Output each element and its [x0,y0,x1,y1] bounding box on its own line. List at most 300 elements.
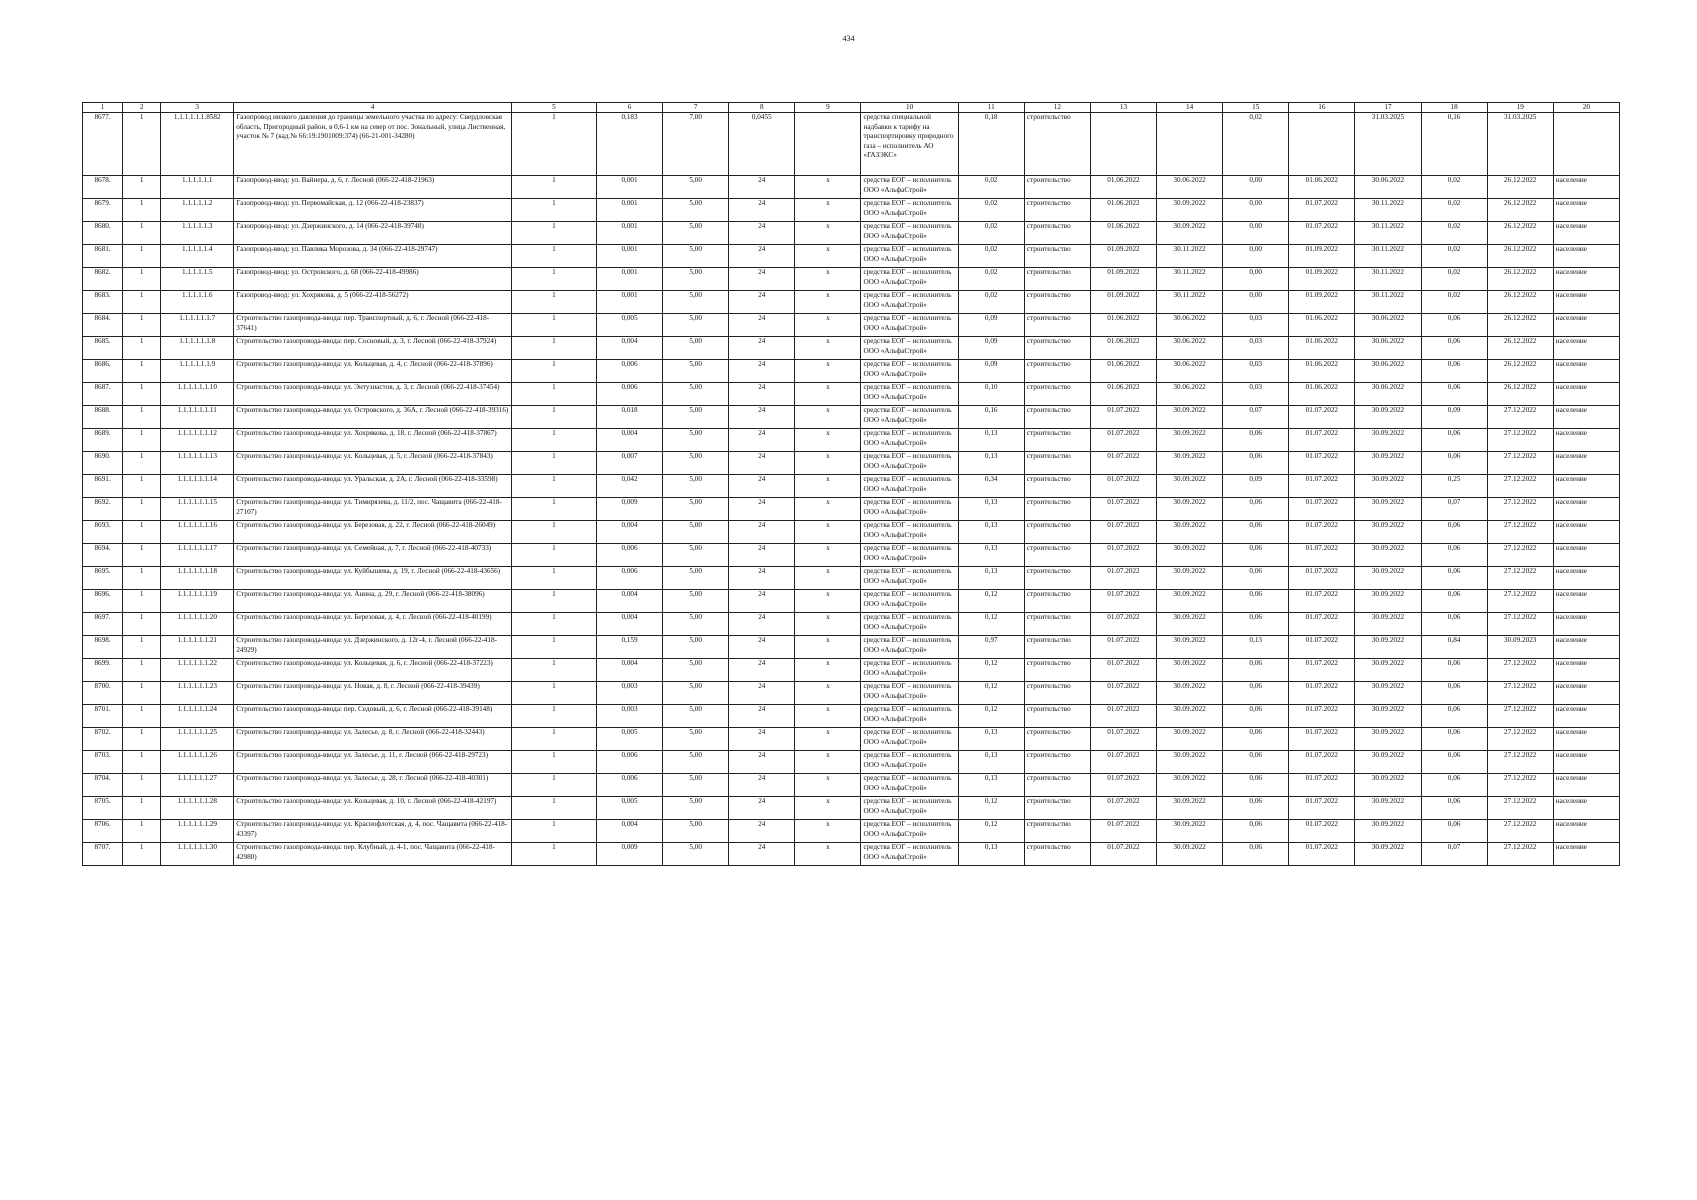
col7-cell: 5,00 [663,774,729,797]
col14-cell: 30.09.2022 [1157,774,1223,797]
col17-cell: 30.06.2022 [1355,383,1421,406]
col18-cell: 0,25 [1421,475,1487,498]
col16-cell: 01.07.2022 [1289,406,1355,429]
category-cell: население [1553,843,1619,866]
page-number: 434 [842,34,855,43]
funding-source-cell: средства ЕОГ – исполнитель ООО «АльфаСтрой» [861,751,958,774]
category-cell: население [1553,406,1619,429]
column-header: 20 [1553,103,1619,113]
col2-cell: 1 [123,659,161,682]
col13-cell: 01.06.2022 [1090,199,1156,222]
col16-cell: 01.07.2022 [1289,222,1355,245]
col2-cell: 1 [123,199,161,222]
table-row [83,636,1620,659]
col5-cell: 1 [511,383,596,406]
table-row [83,820,1620,843]
col9-cell: х [795,636,861,659]
description-cell: Газопровод-ввод: ул. Хохрякова, д. 5 (066-22-418-56272) [234,291,512,314]
col13-cell: 01.07.2022 [1090,590,1156,613]
col8-cell: 24 [729,337,795,360]
col2-cell: 1 [123,291,161,314]
col13-cell: 01.07.2022 [1090,406,1156,429]
work-type-cell: строительство [1024,797,1090,820]
col6-cell: 0,006 [596,774,662,797]
col5-cell: 1 [511,245,596,268]
work-type-cell: строительство [1024,544,1090,567]
category-cell: население [1553,659,1619,682]
category-cell: население [1553,429,1619,452]
col14-cell: 30.09.2022 [1157,429,1223,452]
column-header: 6 [596,103,662,113]
col17-cell: 30.09.2022 [1355,797,1421,820]
col2-cell: 1 [123,268,161,291]
col13-cell: 01.06.2022 [1090,176,1156,199]
col17-cell: 30.09.2022 [1355,613,1421,636]
col19-cell: 27.12.2022 [1487,475,1553,498]
code-cell: 1.1.1.1.1.3 [161,222,234,245]
col15-cell: 0,02 [1223,113,1289,176]
col14-cell: 30.09.2022 [1157,820,1223,843]
col18-cell: 0,06 [1421,774,1487,797]
col11-cell: 0,13 [958,452,1024,475]
col18-cell: 0,07 [1421,498,1487,521]
col18-cell: 0,02 [1421,291,1487,314]
table-row [83,751,1620,774]
row-number-cell: 8683. [83,291,123,314]
table-row [83,406,1620,429]
col17-cell: 30.06.2022 [1355,176,1421,199]
col17-cell: 30.09.2022 [1355,659,1421,682]
col16-cell: 01.06.2022 [1289,176,1355,199]
col5-cell: 1 [511,222,596,245]
column-header: 3 [161,103,234,113]
col16-cell: 01.06.2022 [1289,383,1355,406]
col19-cell: 27.12.2022 [1487,751,1553,774]
col17-cell: 30.09.2022 [1355,728,1421,751]
col6-cell: 0,001 [596,176,662,199]
col16-cell: 01.07.2022 [1289,843,1355,866]
work-type-cell: строительство [1024,268,1090,291]
col5-cell: 1 [511,705,596,728]
col9-cell: х [795,797,861,820]
col18-cell: 0,16 [1421,113,1487,176]
column-header: 4 [234,103,512,113]
col6-cell: 0,004 [596,521,662,544]
table-row [83,728,1620,751]
col2-cell: 1 [123,452,161,475]
col9-cell: х [795,245,861,268]
row-number-cell: 8707. [83,843,123,866]
col14-cell [1157,113,1223,176]
column-header: 5 [511,103,596,113]
col11-cell: 0,97 [958,636,1024,659]
col16-cell: 01.06.2022 [1289,337,1355,360]
code-cell: 1.1.1.1.1.1.11 [161,406,234,429]
col6-cell: 0,004 [596,820,662,843]
code-cell: 1.1.1.1.1.1.8 [161,337,234,360]
col19-cell: 27.12.2022 [1487,820,1553,843]
col14-cell: 30.11.2022 [1157,291,1223,314]
col7-cell: 5,00 [663,682,729,705]
col5-cell: 1 [511,199,596,222]
col11-cell: 0,13 [958,843,1024,866]
work-type-cell: строительство [1024,113,1090,176]
col18-cell: 0,06 [1421,521,1487,544]
col17-cell: 30.09.2022 [1355,820,1421,843]
col7-cell: 5,00 [663,268,729,291]
col15-cell: 0,00 [1223,268,1289,291]
col14-cell: 30.06.2022 [1157,360,1223,383]
funding-source-cell: средства ЕОГ – исполнитель ООО «АльфаСтрой» [861,567,958,590]
col11-cell: 0,12 [958,613,1024,636]
row-number-cell: 8695. [83,567,123,590]
col13-cell: 01.06.2022 [1090,337,1156,360]
col11-cell: 0,12 [958,590,1024,613]
col7-cell: 5,00 [663,222,729,245]
col16-cell: 01.07.2022 [1289,728,1355,751]
funding-source-cell: средства ЕОГ – исполнитель ООО «АльфаСтрой» [861,360,958,383]
col18-cell: 0,06 [1421,682,1487,705]
col8-cell: 24 [729,705,795,728]
col7-cell: 5,00 [663,245,729,268]
col6-cell: 0,001 [596,268,662,291]
col15-cell: 0,03 [1223,314,1289,337]
column-header: 14 [1157,103,1223,113]
col7-cell: 5,00 [663,820,729,843]
col2-cell: 1 [123,544,161,567]
col7-cell: 5,00 [663,797,729,820]
col17-cell: 30.11.2022 [1355,199,1421,222]
col8-cell: 24 [729,636,795,659]
work-type-cell: строительство [1024,659,1090,682]
description-cell: Строительство газопровода-ввода: ул. Кольцевая, д. 6, г. Лесной (066-22-418-37223) [234,659,512,682]
table-row [83,705,1620,728]
col9-cell: х [795,199,861,222]
col6-cell: 0,018 [596,406,662,429]
col8-cell: 24 [729,751,795,774]
col19-cell: 26.12.2022 [1487,222,1553,245]
col8-cell: 0,0455 [729,113,795,176]
table-row [83,590,1620,613]
col19-cell: 27.12.2022 [1487,659,1553,682]
funding-source-cell: средства ЕОГ – исполнитель ООО «АльфаСтрой» [861,337,958,360]
code-cell: 1.1.1.1.1.4 [161,245,234,268]
col7-cell: 5,00 [663,291,729,314]
code-cell: 1.1.1.1.1.1.20 [161,613,234,636]
col6-cell: 0,009 [596,843,662,866]
col11-cell: 0,09 [958,360,1024,383]
col2-cell: 1 [123,176,161,199]
col13-cell: 01.09.2022 [1090,245,1156,268]
code-cell: 1.1.1.1.1.1.29 [161,820,234,843]
col17-cell: 30.06.2022 [1355,314,1421,337]
col15-cell: 0,06 [1223,452,1289,475]
col9-cell: х [795,728,861,751]
col8-cell: 24 [729,222,795,245]
col7-cell: 5,00 [663,498,729,521]
col16-cell: 01.09.2022 [1289,268,1355,291]
col14-cell: 30.09.2022 [1157,728,1223,751]
col9-cell: х [795,843,861,866]
description-cell: Газопровод-ввод: ул. Павлика Морозова, д. 34 (066-22-418-29747) [234,245,512,268]
work-type-cell: строительство [1024,751,1090,774]
col17-cell: 30.09.2022 [1355,475,1421,498]
column-number-row [83,103,1620,113]
col8-cell: 24 [729,682,795,705]
col6-cell: 0,001 [596,245,662,268]
category-cell: население [1553,498,1619,521]
table-row [83,360,1620,383]
col2-cell: 1 [123,429,161,452]
work-type-cell: строительство [1024,774,1090,797]
col9-cell: х [795,314,861,337]
col19-cell: 26.12.2022 [1487,199,1553,222]
work-type-cell: строительство [1024,314,1090,337]
col15-cell: 0,06 [1223,544,1289,567]
col8-cell: 24 [729,406,795,429]
col19-cell: 27.12.2022 [1487,843,1553,866]
code-cell: 1.1.1.1.1.1.21 [161,636,234,659]
funding-source-cell: средства ЕОГ – исполнитель ООО «АльфаСтрой» [861,383,958,406]
column-header: 2 [123,103,161,113]
description-cell: Газопровод-ввод: ул. Островского, д. 68 (066-22-418-49986) [234,268,512,291]
col15-cell: 0,06 [1223,728,1289,751]
code-cell: 1.1.1.1.1.1.19 [161,590,234,613]
description-cell: Газопровод-ввод: ул. Первомайская, д. 12 (066-22-418-23837) [234,199,512,222]
col7-cell: 5,00 [663,383,729,406]
column-header: 1 [83,103,123,113]
col9-cell: х [795,498,861,521]
funding-source-cell: средства ЕОГ – исполнитель ООО «АльфаСтрой» [861,314,958,337]
code-cell: 1.1.1.1.1.1.8582 [161,113,234,176]
code-cell: 1.1.1.1.1.1.22 [161,659,234,682]
col5-cell: 1 [511,337,596,360]
col16-cell: 01.09.2022 [1289,291,1355,314]
col7-cell: 5,00 [663,843,729,866]
description-cell: Строительство газопровода-ввода: ул. Кольцевая, д. 5, г. Лесной (066-22-418-37843) [234,452,512,475]
col5-cell: 1 [511,521,596,544]
funding-source-cell: средства ЕОГ – исполнитель ООО «АльфаСтрой» [861,406,958,429]
col9-cell: х [795,521,861,544]
col6-cell: 0,006 [596,544,662,567]
description-cell: Строительство газопровода-ввода: пер. Клубный, д. 4-1, пос. Чащавита (066-22-418-42980) [234,843,512,866]
col18-cell: 0,06 [1421,360,1487,383]
col11-cell: 0,02 [958,268,1024,291]
funding-source-cell: средства ЕОГ – исполнитель ООО «АльфаСтрой» [861,429,958,452]
col5-cell: 1 [511,797,596,820]
col9-cell: х [795,751,861,774]
col14-cell: 30.09.2022 [1157,452,1223,475]
row-number-cell: 8697. [83,613,123,636]
col16-cell: 01.06.2022 [1289,360,1355,383]
col7-cell: 5,00 [663,659,729,682]
col16-cell: 01.07.2022 [1289,429,1355,452]
code-cell: 1.1.1.1.1.1.12 [161,429,234,452]
col2-cell: 1 [123,705,161,728]
table-row [83,199,1620,222]
work-type-cell: строительство [1024,383,1090,406]
col19-cell: 27.12.2022 [1487,705,1553,728]
description-cell: Строительство газопровода-ввода: ул. Новая, д. 8, г. Лесной (066-22-418-39439) [234,682,512,705]
col13-cell: 01.07.2022 [1090,521,1156,544]
col16-cell: 01.07.2022 [1289,590,1355,613]
category-cell: население [1553,199,1619,222]
col6-cell: 0,005 [596,797,662,820]
col19-cell: 26.12.2022 [1487,176,1553,199]
row-number-cell: 8699. [83,659,123,682]
col7-cell: 5,00 [663,337,729,360]
col5-cell: 1 [511,567,596,590]
work-type-cell: строительство [1024,820,1090,843]
table-row [83,774,1620,797]
category-cell: население [1553,544,1619,567]
col2-cell: 1 [123,113,161,176]
col9-cell: х [795,176,861,199]
col16-cell: 01.07.2022 [1289,774,1355,797]
col18-cell: 0,02 [1421,222,1487,245]
category-cell: население [1553,590,1619,613]
col6-cell: 0,007 [596,452,662,475]
col6-cell: 0,004 [596,613,662,636]
row-number-cell: 8704. [83,774,123,797]
code-cell: 1.1.1.1.1.5 [161,268,234,291]
code-cell: 1.1.1.1.1.1.26 [161,751,234,774]
col11-cell: 0,13 [958,567,1024,590]
col8-cell: 24 [729,383,795,406]
col6-cell: 0,001 [596,199,662,222]
col18-cell: 0,06 [1421,314,1487,337]
funding-source-cell: средства ЕОГ – исполнитель ООО «АльфаСтрой» [861,682,958,705]
col2-cell: 1 [123,567,161,590]
description-cell: Строительство газопровода-ввода: ул. Тимирязева, д. 11/2, пос. Чащавита (066-22-418-27107) [234,498,512,521]
col14-cell: 30.09.2022 [1157,751,1223,774]
col15-cell: 0,03 [1223,337,1289,360]
col2-cell: 1 [123,475,161,498]
code-cell: 1.1.1.1.1.1.17 [161,544,234,567]
col7-cell: 5,00 [663,406,729,429]
col7-cell: 5,00 [663,429,729,452]
col18-cell: 0,06 [1421,337,1487,360]
col8-cell: 24 [729,590,795,613]
work-type-cell: строительство [1024,291,1090,314]
col18-cell: 0,06 [1421,383,1487,406]
col19-cell: 26.12.2022 [1487,268,1553,291]
col9-cell: х [795,429,861,452]
col14-cell: 30.09.2022 [1157,590,1223,613]
row-number-cell: 8703. [83,751,123,774]
col17-cell: 30.11.2022 [1355,291,1421,314]
col18-cell: 0,02 [1421,245,1487,268]
col6-cell: 0,006 [596,567,662,590]
table-row [83,429,1620,452]
col13-cell: 01.07.2022 [1090,728,1156,751]
funding-source-cell: средства специальной надбавки к тарифу на транспортировку природного газа – исполнитель АО «ГАЗЭКС» [861,113,958,176]
col2-cell: 1 [123,337,161,360]
col18-cell: 0,02 [1421,268,1487,291]
category-cell: население [1553,613,1619,636]
col9-cell: х [795,544,861,567]
category-cell: население [1553,797,1619,820]
col8-cell: 24 [729,659,795,682]
work-type-cell: строительство [1024,176,1090,199]
col15-cell: 0,06 [1223,613,1289,636]
col16-cell: 01.07.2022 [1289,797,1355,820]
col15-cell: 0,00 [1223,222,1289,245]
column-header: 16 [1289,103,1355,113]
code-cell: 1.1.1.1.1.1.18 [161,567,234,590]
col7-cell: 5,00 [663,314,729,337]
col15-cell: 0,06 [1223,521,1289,544]
col13-cell: 01.09.2022 [1090,268,1156,291]
col2-cell: 1 [123,360,161,383]
col15-cell: 0,06 [1223,843,1289,866]
col15-cell: 0,06 [1223,797,1289,820]
col18-cell: 0,06 [1421,705,1487,728]
work-type-cell: строительство [1024,337,1090,360]
col8-cell: 24 [729,360,795,383]
col15-cell: 0,06 [1223,751,1289,774]
col11-cell: 0,02 [958,222,1024,245]
table-row [83,383,1620,406]
col11-cell: 0,02 [958,176,1024,199]
col9-cell: х [795,360,861,383]
col11-cell: 0,12 [958,705,1024,728]
col8-cell: 24 [729,429,795,452]
description-cell: Строительство газопровода-ввода: ул. Куйбышева, д. 19, г. Лесной (066-22-418-43656) [234,567,512,590]
col13-cell: 01.09.2022 [1090,291,1156,314]
col17-cell: 30.09.2022 [1355,567,1421,590]
column-header: 7 [663,103,729,113]
col9-cell: х [795,291,861,314]
description-cell: Строительство газопровода-ввода: ул. Энтузиастов, д. 3, г. Лесной (066-22-418-37454) [234,383,512,406]
col14-cell: 30.09.2022 [1157,705,1223,728]
work-type-cell: строительство [1024,199,1090,222]
table-body [83,113,1620,866]
col18-cell: 0,06 [1421,613,1487,636]
row-number-cell: 8705. [83,797,123,820]
row-number-cell: 8682. [83,268,123,291]
col6-cell: 0,005 [596,728,662,751]
col11-cell: 0,13 [958,751,1024,774]
col11-cell: 0,13 [958,521,1024,544]
col15-cell: 0,06 [1223,659,1289,682]
col18-cell: 0,06 [1421,452,1487,475]
col15-cell: 0,03 [1223,360,1289,383]
col8-cell: 24 [729,728,795,751]
table-row [83,245,1620,268]
description-cell: Газопровод-ввод: ул. Дзержинского, д. 14 (066-22-418-39748) [234,222,512,245]
col11-cell: 0,02 [958,245,1024,268]
col17-cell: 30.09.2022 [1355,521,1421,544]
col17-cell: 30.06.2022 [1355,360,1421,383]
col16-cell: 01.09.2022 [1289,245,1355,268]
col19-cell: 27.12.2022 [1487,774,1553,797]
table-row [83,268,1620,291]
col13-cell: 01.07.2022 [1090,498,1156,521]
work-type-cell: строительство [1024,843,1090,866]
col11-cell: 0,13 [958,498,1024,521]
col19-cell: 27.12.2022 [1487,567,1553,590]
col9-cell [795,113,861,176]
work-type-cell: строительство [1024,452,1090,475]
col6-cell: 0,005 [596,314,662,337]
table-row [83,544,1620,567]
category-cell: население [1553,360,1619,383]
col18-cell: 0,09 [1421,406,1487,429]
col9-cell: х [795,475,861,498]
work-type-cell: строительство [1024,567,1090,590]
col11-cell: 0,12 [958,659,1024,682]
